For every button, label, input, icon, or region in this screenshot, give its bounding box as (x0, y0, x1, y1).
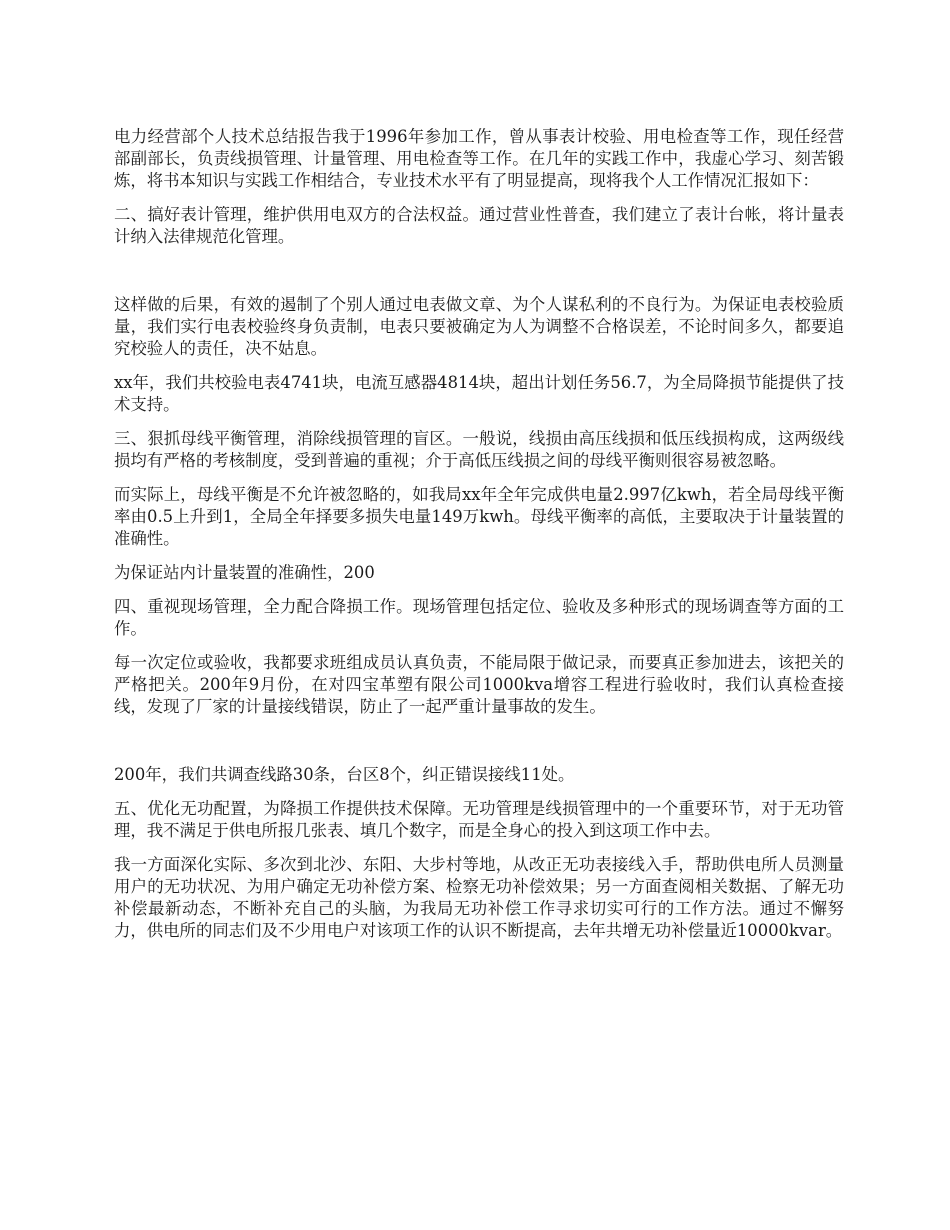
paragraph-busbar-balance: 三、狠抓母线平衡管理，消除线损管理的盲区。一般说，线损由高压线损和低压线损构成，这两级线损均有严格的考核制度，受到普遍的重视；介于高低压线损之间的母线平衡则很容易被忽略。 (114, 429, 844, 470)
paragraph-busbar-example: 而实际上，母线平衡是不允许被忽略的，如我局xx年全年完成供电量2.997亿kwh，若全局母线平衡率由0.5上升到1，全局全年择要多损失电量149万kwh。母线平衡率的高低，主要取决于计量装置的准确性。 (114, 485, 844, 548)
paragraph-meter-stats: xx年，我们共校验电表4741块，电流互感器4814块，超出计划任务56.7，为全局降损节能提供了技术支持。 (114, 373, 844, 414)
paragraph-field-management: 四、重视现场管理，全力配合降损工作。现场管理包括定位、验收及多种形式的现场调查等方面的工作。 (114, 597, 844, 638)
paragraph-field-stats: 200年，我们共调查线路30条，台区8个，纠正错误接线11处。 (114, 765, 575, 784)
paragraph-intro: 电力经营部个人技术总结报告我于1996年参加工作，曾从事表计校验、用电检查等工作，现任经营部副部长，负责线损管理、计量管理、用电检查等工作。在几年的实践工作中，我虚心学习、刻苦锻炼，将书本知识与实践工作相结合，专业技术水平有了明显提高，现将我个人工作情况汇报如下： (114, 127, 844, 190)
paragraph-meter-management: 二、搞好表计管理，维护供用电双方的合法权益。通过营业性普查，我们建立了表计台帐，将计量表计纳入法律规范化管理。 (114, 205, 844, 246)
paragraph-meter-results: 这样做的后果，有效的遏制了个别人通过电表做文章、为个人谋私利的不良行为。为保证电表校验质量，我们实行电表校验终身负责制，电表只要被确定为人为调整不合格误差，不论时间多久，都要追究校验人的责任，决不姑息。 (114, 295, 844, 358)
paragraph-reactive-power: 五、优化无功配置，为降损工作提供技术保障。无功管理是线损管理中的一个重要环节，对于无功管理，我不满足于供电所报几张表、填几个数字，而是全身心的投入到这项工作中去。 (114, 799, 844, 840)
paragraph-field-acceptance: 每一次定位或验收，我都要求班组成员认真负责，不能局限于做记录，而要真正参加进去，该把关的严格把关。200年9月份，在对四宝革塑有限公司1000kva增容工程进行验收时，我们认真检查接线，发现了厂家的计量接线错误，防止了一起严重计量事故的发生。 (114, 653, 844, 716)
paragraph-reactive-work: 我一方面深化实际、多次到北沙、东阳、大步村等地，从改正无功表接线入手，帮助供电所人员测量用户的无功状况、为用户确定无功补偿方案、检察无功补偿效果；另一方面查阅相关数据、了解无功补偿最新动态，不断补充自己的头脑，为我局无功补偿工作寻求切实可行的工作方法。通过不懈努力，供电所的同志们及不少用电户对该项工作的认识不断提高，去年共增无功补偿量近10000kvar。 (114, 855, 844, 940)
paragraph-station-metering: 为保证站内计量装置的准确性，200 (114, 563, 375, 582)
document-body (114, 126, 844, 954)
